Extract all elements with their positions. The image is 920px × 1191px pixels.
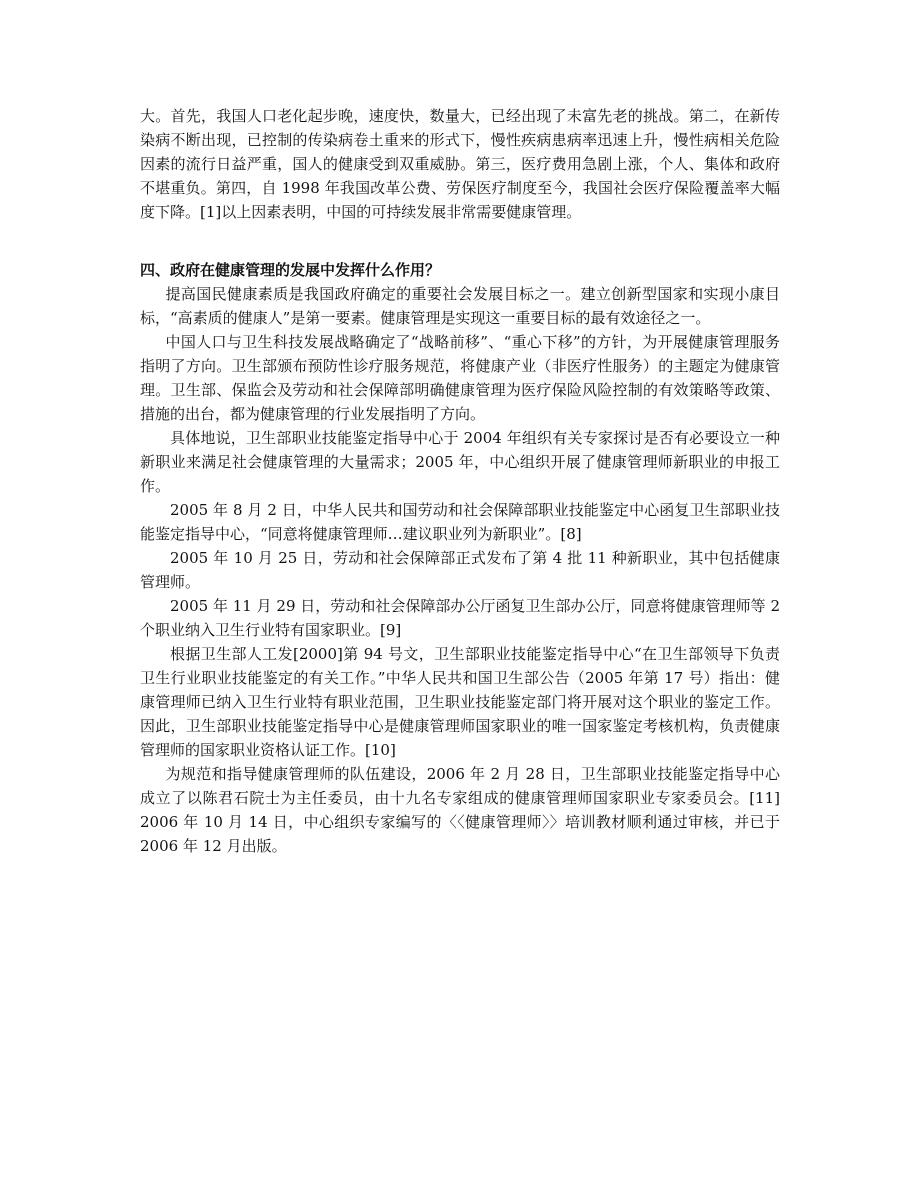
- body-paragraph: 为规范和指导健康管理师的队伍建设，2006 年 2 月 28 日，卫生部职业技能鉴定指导中心成立了以陈君石院士为主任委员，由十九名专家组成的健康管理师国家职业专家委员会。[11] 2006 年 10 月 14 日，中心组织专家编写的〈〈健康管理师〉〉培训教材顺利通过审核，并已于 2006 年 12 月出版。: [140, 765, 780, 855]
- body-paragraph: 中国人口与卫生科技发展战略确定了“战略前移”、“重心下移”的方针，为开展健康管理服务指明了方向。卫生部颁布预防性诊疗服务规范，将健康产业（非医疗性服务）的主题定为健康管理。卫生部、保监会及劳动和社会保障部明确健康管理为医疗保险风险控制的有效策略等政策、措施的出台，都为健康管理的行业发展指明了方向。: [140, 333, 780, 423]
- body-paragraph: 2005 年 8 月 2 日，中华人民共和国劳动和社会保障部职业技能鉴定中心函复卫生部职业技能鉴定指导中心，“同意将健康管理师…建议职业列为新职业”。[8]: [140, 501, 780, 543]
- document-page: [140, 104, 780, 858]
- section-heading: 四、政府在健康管理的发展中发挥什么作用？: [140, 261, 441, 279]
- body-paragraph: 具体地说，卫生部职业技能鉴定指导中心于 2004 年组织有关专家探讨是否有必要设立一种新职业来满足社会健康管理的大量需求；2005 年，中心组织开展了健康管理师新职业的申报工作。: [140, 429, 780, 495]
- body-paragraph: 根据卫生部人工发[2000]第 94 号文，卫生部职业技能鉴定指导中心“在卫生部领导下负责卫生行业职业技能鉴定的有关工作。”中华人民共和国卫生部公告（2005 年第 17 号）指出：健康管理师已纳入卫生行业特有职业范围，卫生职业技能鉴定部门将开展对这个职业的鉴定工作。因此，卫生部职业技能鉴定指导中心是健康管理师国家职业的唯一国家鉴定考核机构，负责健康管理师的国家职业资格认证工作。[10]: [140, 645, 780, 759]
- body-paragraph: 2005 年 11 月 29 日，劳动和社会保障部办公厅函复卫生部办公厅，同意将健康管理师等 2 个职业纳入卫生行业特有国家职业。[9]: [140, 597, 780, 639]
- body-paragraph: 提高国民健康素质是我国政府确定的重要社会发展目标之一。建立创新型国家和实现小康目标，“高素质的健康人”是第一要素。健康管理是实现这一重要目标的最有效途径之一。: [140, 285, 780, 327]
- body-paragraph: 大。首先，我国人口老化起步晚，速度快，数量大，已经出现了未富先老的挑战。第二，在新传染病不断出现，已控制的传染病卷土重来的形式下，慢性疾病患病率迅速上升，慢性病相关危险因素的流行日益严重，国人的健康受到双重威胁。第三，医疗费用急剧上涨，个人、集体和政府不堪重负。第四，自 1998 年我国改革公费、劳保医疗制度至今，我国社会医疗保险覆盖率大幅度下降。[1]以上因素表明，中国的可持续发展非常需要健康管理。: [140, 107, 780, 221]
- body-paragraph: 2005 年 10 月 25 日，劳动和社会保障部正式发布了第 4 批 11 种新职业，其中包括健康管理师。: [140, 549, 780, 591]
